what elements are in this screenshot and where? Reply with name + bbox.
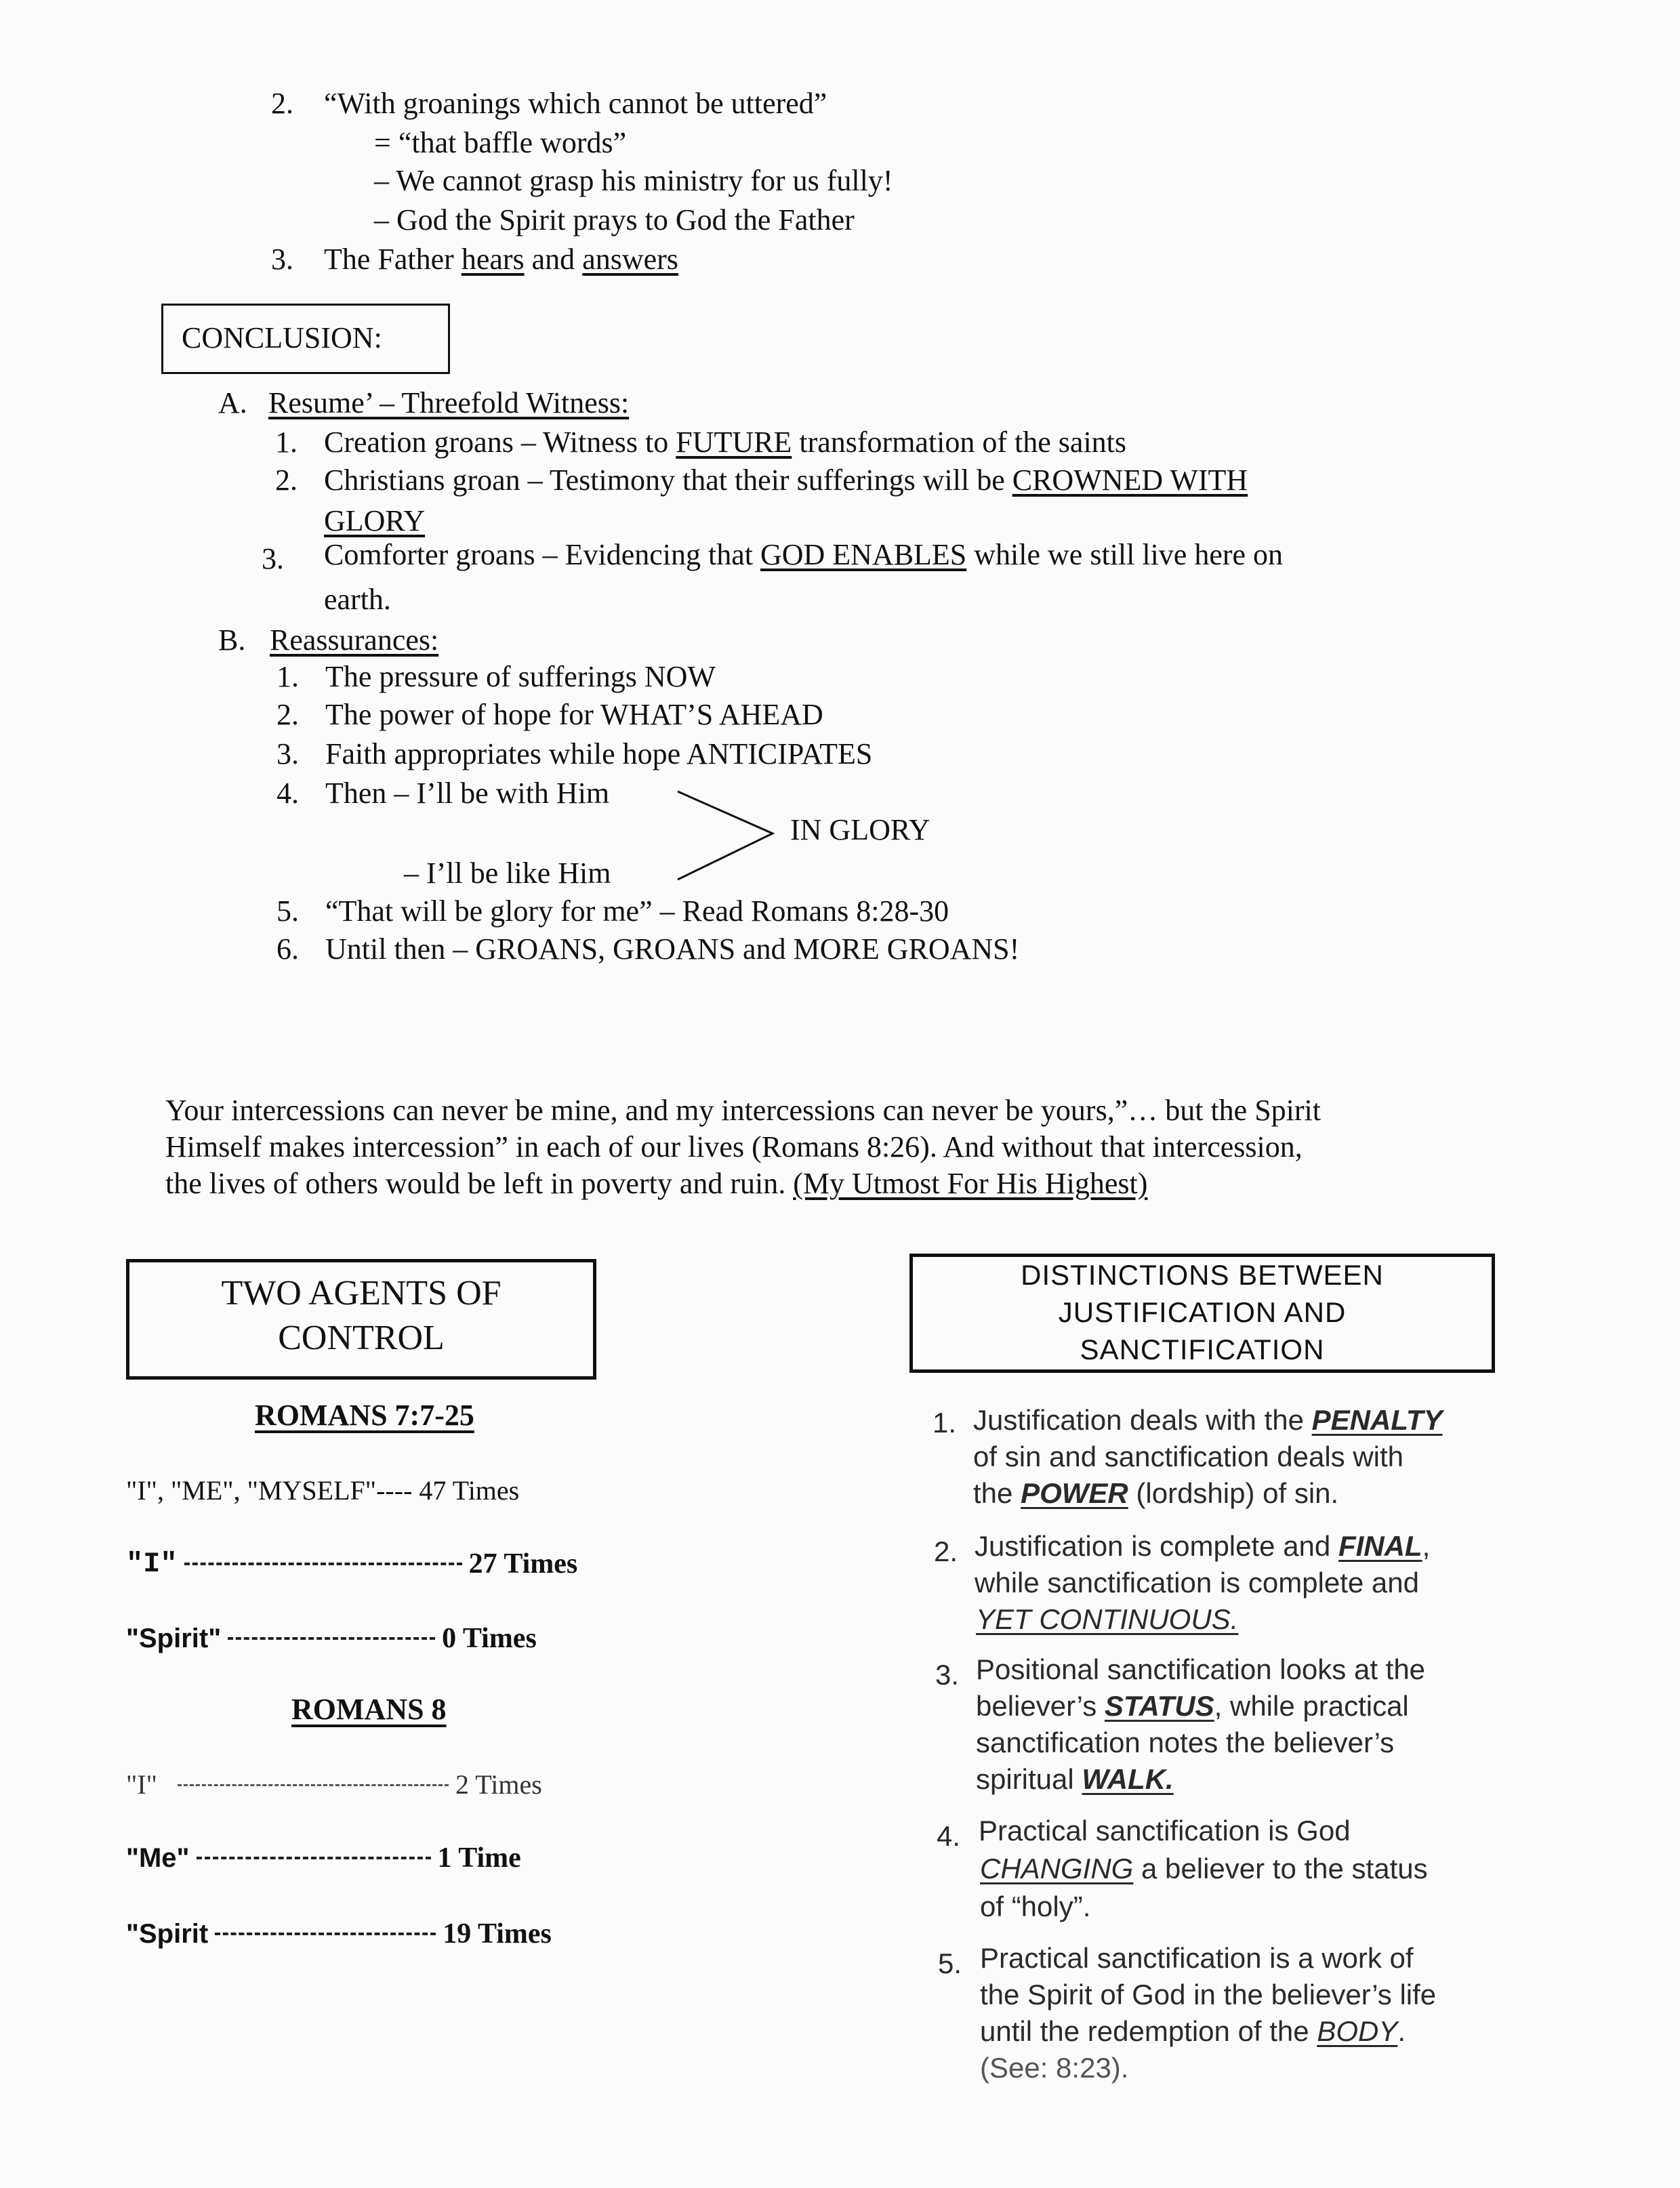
distinction-line: (See: 8:23).: [980, 2052, 1129, 2084]
dash-leader: [228, 1637, 435, 1640]
witness-item-2-cont: GLORY: [324, 504, 426, 537]
conclusion-label: CONCLUSION:: [182, 321, 382, 354]
dash-leader: [178, 1784, 449, 1786]
underlined-word: answers: [582, 243, 678, 276]
item-number: 1.: [933, 1407, 957, 1439]
emphasis-phrase: YET CONTINUOUS.: [976, 1603, 1239, 1635]
text: Christians groan – Testimony that their sufferings will be: [324, 463, 1012, 497]
item-number: 2.: [271, 87, 293, 120]
item-number: 3.: [935, 1659, 960, 1691]
distinction-line: [976, 1687, 1409, 1725]
emphasis-word: PENALTY: [1311, 1404, 1443, 1436]
underlined-word: hears: [461, 243, 525, 276]
title-line: SANCTIFICATION: [1080, 1334, 1325, 1365]
reassurance-item: Then – I’ll be with Him: [325, 777, 610, 810]
item-number: 5.: [938, 1947, 962, 1979]
reassurance-item: The power of hope for WHAT’S AHEAD: [325, 698, 823, 731]
distinction-line: of “holy”.: [980, 1891, 1091, 1922]
agents-title: [126, 1271, 596, 1361]
bracket-label: IN GLORY: [790, 813, 930, 846]
text: the: [973, 1477, 1021, 1509]
item-number: 2.: [275, 463, 298, 497]
witness-item-3-cont: earth.: [324, 583, 391, 616]
text: ,: [1422, 1530, 1431, 1562]
underlined-word: GOD ENABLES: [760, 538, 967, 571]
distinction-line: [976, 1601, 1238, 1638]
section-b-heading: Reassurances:: [270, 623, 439, 657]
text: (lordship) of sin.: [1128, 1477, 1339, 1509]
text: Comforter groans – Evidencing that: [324, 538, 760, 571]
tally-row: [126, 1839, 521, 1877]
reassurance-item: Faith appropriates while hope ANTICIPATES: [325, 737, 873, 770]
text: transformation of the saints: [792, 426, 1127, 459]
tally-label: "I": [126, 1548, 178, 1580]
tally-label: "Spirit: [126, 1919, 209, 1949]
item-number: 4.: [937, 1820, 961, 1852]
title-line: DISTINCTIONS BETWEEN: [1021, 1259, 1384, 1291]
emphasis-word: WALK.: [1082, 1763, 1174, 1795]
tally-label: "Me": [126, 1843, 190, 1873]
tally-row: [126, 1915, 552, 1953]
distinction-line: [980, 1850, 1428, 1888]
item-number: 2.: [934, 1535, 958, 1567]
romans-7-heading: ROMANS 7:7-25: [255, 1399, 474, 1432]
distinction-line: Practical sanctification is God: [979, 1815, 1351, 1846]
distinction-line: Positional sanctification looks at the: [976, 1653, 1426, 1685]
text: believer’s: [976, 1690, 1105, 1722]
text: The Father: [324, 243, 462, 276]
tally-row: [126, 1545, 577, 1583]
tally-count: 1 Time: [437, 1842, 521, 1874]
romans-8-heading: ROMANS 8: [291, 1693, 447, 1726]
tally-count: 19 Times: [443, 1918, 552, 1949]
quote-line: Himself makes intercession” in each of our lives (Romans 8:26). And without that intercession,: [165, 1130, 1303, 1163]
item-number: 3.: [271, 243, 293, 276]
underlined-word: FUTURE: [676, 426, 792, 459]
item-number: 1.: [275, 426, 298, 459]
reassurance-subitem: – I’ll be like Him: [404, 856, 611, 890]
distinctions-title: [909, 1256, 1495, 1368]
item-number: 6.: [276, 932, 299, 966]
tally-count: 0 Times: [442, 1623, 537, 1654]
distinction-line: [973, 1474, 1338, 1512]
quote-line: Your intercessions can never be mine, and my intercessions can never be yours,”… but the Spirit: [165, 1094, 1321, 1127]
title-line: CONTROL: [278, 1319, 445, 1357]
title-line: JUSTIFICATION AND: [1058, 1296, 1347, 1328]
distinction-line: the Spirit of God in the believer’s life: [980, 1979, 1437, 2010]
emphasis-word: CHANGING: [980, 1853, 1134, 1884]
text: while we still live here on: [966, 538, 1284, 571]
dash-leader: [184, 1563, 462, 1565]
tally-row: [126, 1766, 542, 1804]
tally-count: 2 Times: [455, 1769, 542, 1800]
distinction-line: while sanctification is complete and: [975, 1567, 1420, 1598]
tally-label: "Spirit": [126, 1624, 222, 1653]
distinction-line: [973, 1401, 1443, 1439]
witness-item-1: [324, 423, 1126, 462]
converging-bracket: [671, 786, 793, 888]
tally-row: [126, 1619, 537, 1657]
item-number: 1.: [276, 660, 299, 693]
tally-count: 47 Times: [419, 1475, 520, 1506]
text: , while practical: [1214, 1690, 1409, 1722]
section-letter: A.: [218, 386, 247, 419]
quote-source: (My Utmost For His Highest): [793, 1167, 1148, 1200]
tally-label: "I", "ME", "MYSELF"----: [126, 1475, 413, 1506]
item-number: 3.: [276, 737, 299, 770]
emphasis-word: FINAL: [1338, 1530, 1422, 1562]
text: Creation groans – Witness to: [324, 426, 676, 459]
emphasis-word: STATUS: [1104, 1690, 1214, 1722]
item-number: 3.: [262, 542, 284, 575]
title-line: TWO AGENTS OF: [221, 1274, 501, 1313]
item-number: 4.: [276, 777, 299, 810]
dash-leader: [215, 1933, 436, 1935]
text: the lives of others would be left in poverty and ruin.: [165, 1167, 794, 1200]
distinction-line: of sin and sanctification deals with: [973, 1441, 1404, 1472]
tally-label: "I": [126, 1769, 157, 1800]
section-a-heading: Resume’ – Threefold Witness:: [268, 386, 630, 419]
section-letter: B.: [218, 623, 246, 657]
text: and: [524, 243, 583, 276]
dash-leader: [197, 1857, 431, 1859]
sub-line: = “that baffle words”: [374, 126, 627, 159]
underlined-word: CROWNED WITH: [1012, 463, 1248, 497]
distinction-line: [976, 1760, 1174, 1798]
distinction-line: [975, 1527, 1430, 1565]
text: spiritual: [976, 1763, 1082, 1795]
witness-item-2: [324, 461, 1248, 500]
distinction-line: [980, 2012, 1406, 2050]
text: a believer to the status: [1133, 1853, 1428, 1884]
outline-item-3: [324, 240, 678, 279]
distinction-line: sanctification notes the believer’s: [976, 1727, 1395, 1758]
tally-row: [126, 1472, 519, 1510]
item-number: 2.: [276, 698, 299, 731]
sub-line: – We cannot grasp his ministry for us fully!: [374, 164, 893, 197]
text: Justification is complete and: [975, 1530, 1338, 1562]
reassurance-item: Until then – GROANS, GROANS and MORE GROANS!: [325, 932, 1020, 966]
outline-item-2: “With groanings which cannot be uttered”: [324, 87, 827, 120]
text: Justification deals with the: [973, 1404, 1312, 1436]
distinction-line: Practical sanctification is a work of: [980, 1942, 1414, 1974]
reassurance-item: The pressure of sufferings NOW: [325, 660, 716, 693]
emphasis-word: POWER: [1021, 1477, 1128, 1509]
quote-line: [165, 1164, 1147, 1203]
emphasis-word: BODY: [1317, 2015, 1398, 2047]
tally-count: 27 Times: [468, 1548, 578, 1580]
sub-line: – God the Spirit prays to God the Father: [374, 203, 855, 236]
item-number: 5.: [276, 894, 299, 928]
text: .: [1397, 2015, 1406, 2047]
witness-item-3: [324, 535, 1283, 575]
text: until the redemption of the: [980, 2015, 1317, 2047]
reassurance-item: “That will be glory for me” – Read Romans 8:28-30: [325, 894, 949, 928]
